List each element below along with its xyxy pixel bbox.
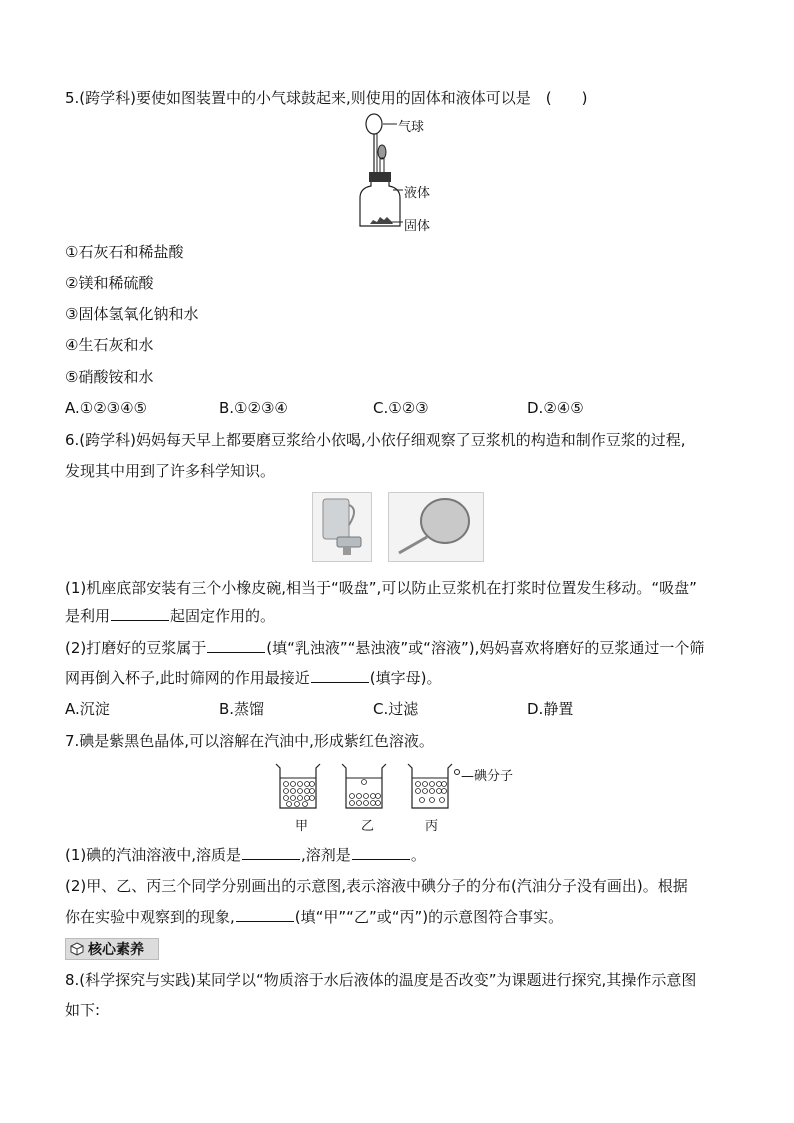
q7-part1-text-a: (1)碘的汽油溶液中,溶质是 xyxy=(65,846,242,864)
answer-blank[interactable] xyxy=(207,638,265,653)
q6-part2-text-a: (2)打磨好的豆浆属于 xyxy=(65,639,207,657)
q7-part2-text-b: (填“甲”“乙”或“丙”)的示意图符合事实。 xyxy=(294,908,564,926)
strainer-photo xyxy=(388,492,484,562)
q7-part1-text-c: 。 xyxy=(410,846,426,864)
beaker-label-jia: 甲 xyxy=(295,819,309,834)
q6-part2-text-d: (填字母)。 xyxy=(369,669,442,687)
q5-item-2: ②镁和稀硫酸 xyxy=(65,274,154,292)
q7-stem: 7.碘是紫黑色晶体,可以溶解在汽油中,形成紫红色溶液。 xyxy=(65,732,434,750)
q5-item-5: ⑤硝酸铵和水 xyxy=(65,368,154,386)
q5-option-d[interactable]: D.②④⑤ xyxy=(527,399,584,417)
q6-part1-line2 xyxy=(65,606,275,626)
answer-blank[interactable] xyxy=(242,845,300,860)
cube-icon xyxy=(70,942,84,956)
solid-label: 固体 xyxy=(404,219,431,234)
beaker-label-bing: 丙 xyxy=(425,819,439,834)
answer-blank[interactable] xyxy=(236,907,294,922)
q5-item-4: ④生石灰和水 xyxy=(65,336,154,354)
iodine-legend: —碘分子 xyxy=(461,769,514,784)
q6-stem-line1: 6.(跨学科)妈妈每天早上都要磨豆浆给小依喝,小依仔细观察了豆浆机的构造和制作豆浆的过程, xyxy=(65,431,686,449)
liquid-label: 液体 xyxy=(404,186,431,201)
q5-stem: 5.(跨学科)要使如图装置中的小气球鼓起来,则使用的固体和液体可以是 ( ) xyxy=(65,89,588,107)
q6-part2-text-c: 网再倒入杯子,此时筛网的作用最接近 xyxy=(65,669,310,687)
answer-blank[interactable] xyxy=(111,606,169,621)
q6-part2-line1 xyxy=(65,638,704,658)
q7-part2-line2 xyxy=(65,907,563,927)
q6-part1-text-b: 起固定作用的。 xyxy=(170,607,276,625)
q6-option-a[interactable]: A.沉淀 xyxy=(65,700,110,718)
q7-part2-line1: (2)甲、乙、丙三个同学分别画出的示意图,表示溶液中碘分子的分布(汽油分子没有画出)。根据 xyxy=(65,877,688,895)
q6-part2-text-b: (填“乳浊液”“悬浊液”或“溶液”),妈妈喜欢将磨好的豆浆通过一个筛 xyxy=(266,639,705,657)
iodine-beakers-figure xyxy=(272,760,462,812)
q7-part1-text-b: ,溶剂是 xyxy=(301,846,351,864)
q7-part2-text-a: 你在实验中观察到的现象, xyxy=(65,908,235,926)
q6-stem-line2: 发现其中用到了许多科学知识。 xyxy=(65,462,276,480)
answer-blank[interactable] xyxy=(352,845,410,860)
soymilk-maker-photo xyxy=(312,492,372,562)
q5-option-c[interactable]: C.①②③ xyxy=(373,399,429,417)
section-title: 核心素养 xyxy=(88,942,144,958)
answer-blank[interactable] xyxy=(311,668,369,683)
q6-part2-line2 xyxy=(65,668,442,688)
q6-option-b[interactable]: B.蒸馏 xyxy=(219,700,265,718)
q5-option-b[interactable]: B.①②③④ xyxy=(219,399,288,417)
q8-stem-line1: 8.(科学探究与实践)某同学以“物质溶于水后液体的温度是否改变”为课题进行探究,其操作示意图 xyxy=(65,971,697,989)
balloon-label: 气球 xyxy=(398,120,425,135)
q6-part1-line1: (1)机座底部安装有三个小橡皮碗,相当于“吸盘”,可以防止豆浆机在打浆时位置发生移动。“吸盘” xyxy=(65,579,697,597)
q6-option-c[interactable]: C.过滤 xyxy=(373,700,419,718)
q7-part1 xyxy=(65,845,426,865)
q5-option-a[interactable]: A.①②③④⑤ xyxy=(65,399,148,417)
q5-item-3: ③固体氢氧化钠和水 xyxy=(65,305,199,323)
q6-part1-text-a: 是利用 xyxy=(65,607,111,625)
q5-item-1: ①石灰石和稀盐酸 xyxy=(65,243,184,261)
q6-option-d[interactable]: D.静置 xyxy=(527,700,574,718)
q8-stem-line2: 如下: xyxy=(65,1001,101,1019)
section-badge xyxy=(65,938,159,960)
beaker-label-yi: 乙 xyxy=(361,819,375,834)
